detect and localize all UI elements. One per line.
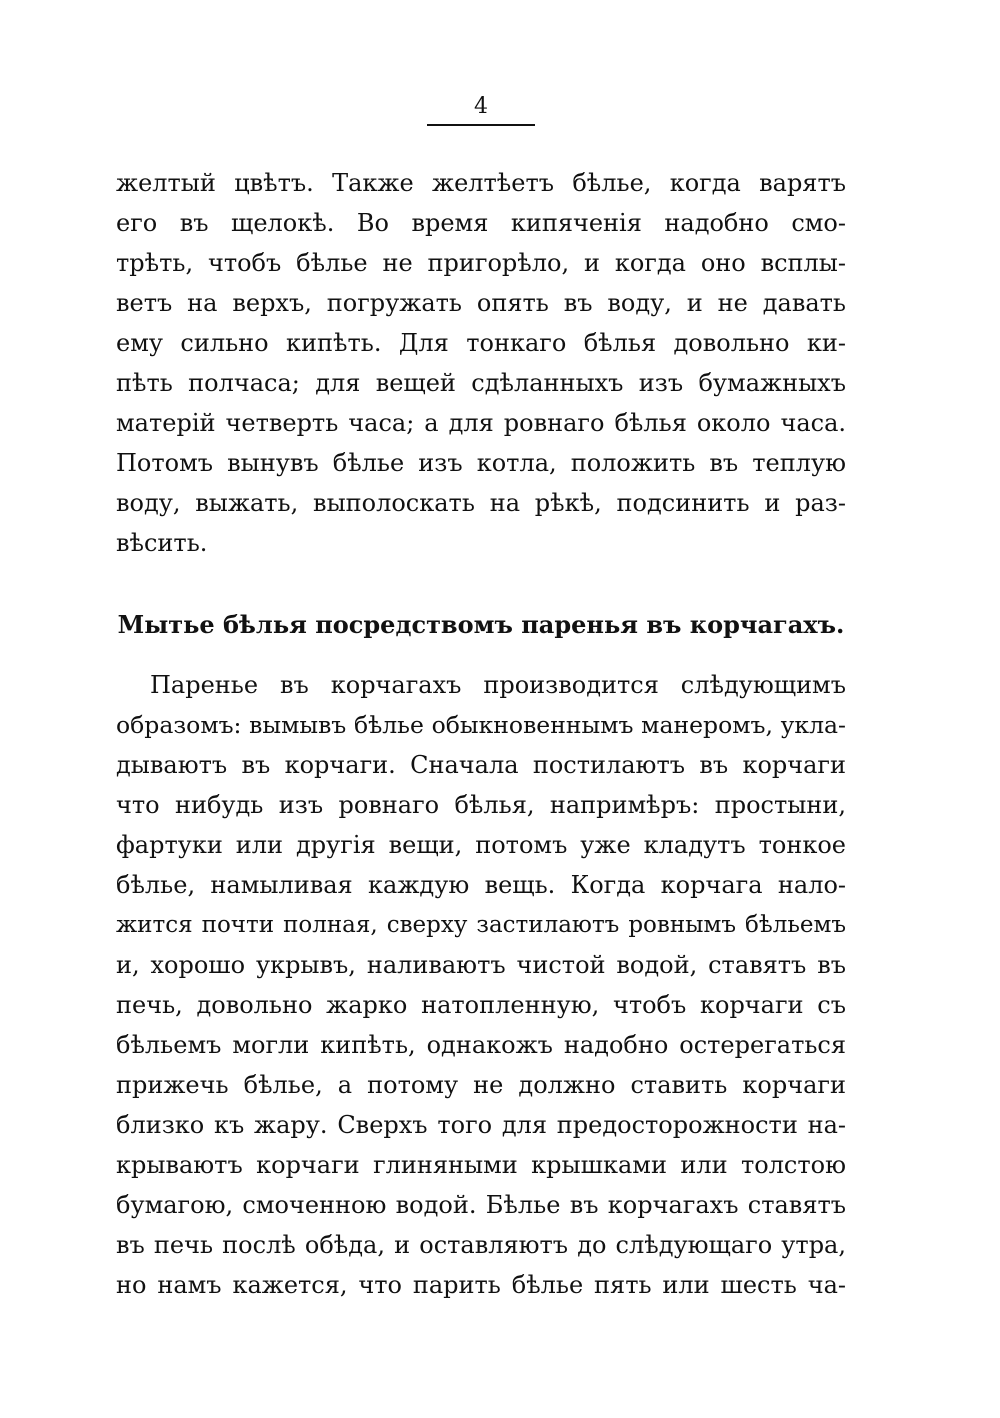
text-line: прижечь бѣлье, а потому не должно ставить корчаги [116, 1071, 846, 1099]
text-line: крываютъ корчаги глиняными крышками или толстою [116, 1151, 846, 1179]
text-line: пѣть полчаса; для вещей сдѣланныхъ изъ бумажныхъ [116, 369, 846, 397]
text-line: ветъ на верхъ, погружать опять въ воду, и не давать [116, 289, 846, 317]
text-line: но намъ кажется, что парить бѣлье пять или шесть ча- [116, 1271, 846, 1299]
text-line: бѣлье, намыливая каждую вещь. Когда корчага нало- [116, 871, 846, 899]
text-line: въ печь послѣ обѣда, и оставляютъ до слѣдующаго утра, [116, 1231, 846, 1259]
text-line: ему сильно кипѣть. Для тонкаго бѣлья довольно ки- [116, 329, 846, 357]
text-line: образомъ: вымывъ бѣлье обыкновеннымъ манеромъ, укла- [116, 711, 846, 739]
page-number: 4 [474, 94, 488, 119]
section-heading: Мытье бѣлья посредствомъ паренья въ корчагахъ. [117, 610, 845, 639]
paragraph-boiling-laundry [116, 163, 846, 563]
page-number-rule [427, 124, 535, 126]
text-line: желтый цвѣтъ. Также желтѣетъ бѣлье, когда варятъ [116, 169, 846, 197]
text-line: фартуки или другія вещи, потомъ уже кладутъ тонкое [116, 831, 846, 859]
text-line: вѣсить. [116, 529, 208, 557]
text-line: его въ щелокѣ. Во время кипяченія надобно смо- [116, 209, 846, 237]
text-line: Паренье въ корчагахъ производится слѣдующимъ [150, 671, 846, 699]
text-line: бумагою, смоченною водой. Бѣлье въ корчагахъ ставятъ [116, 1191, 846, 1219]
text-line: и, хорошо укрывъ, наливаютъ чистой водой, ставятъ въ [116, 951, 846, 979]
text-line: матерій четверть часа; а для ровнаго бѣлья около часа. [116, 409, 846, 437]
text-line: Потомъ вынувъ бѣлье изъ котла, положить въ теплую [116, 449, 846, 477]
text-line: печь, довольно жарко натопленную, чтобъ корчаги съ [116, 991, 846, 1019]
text-line: что нибудь изъ ровнаго бѣлья, напримѣръ: простыни, [116, 791, 846, 819]
text-line: дываютъ въ корчаги. Сначала постилаютъ въ корчаги [116, 751, 846, 779]
text-line: бѣльемъ могли кипѣть, однакожъ надобно остерегаться [116, 1031, 846, 1059]
text-line: воду, выжать, выполоскать на рѣкѣ, подсинить и раз- [116, 489, 846, 517]
text-line: трѣть, чтобъ бѣлье не пригорѣло, и когда оно всплы- [116, 249, 846, 277]
text-line: жится почти полная, сверху застилаютъ ровнымъ бѣльемъ [116, 912, 846, 938]
text-line: близко къ жару. Сверхъ того для предосторожности на- [116, 1111, 846, 1139]
paragraph-steaming-in-pots [116, 665, 846, 1305]
